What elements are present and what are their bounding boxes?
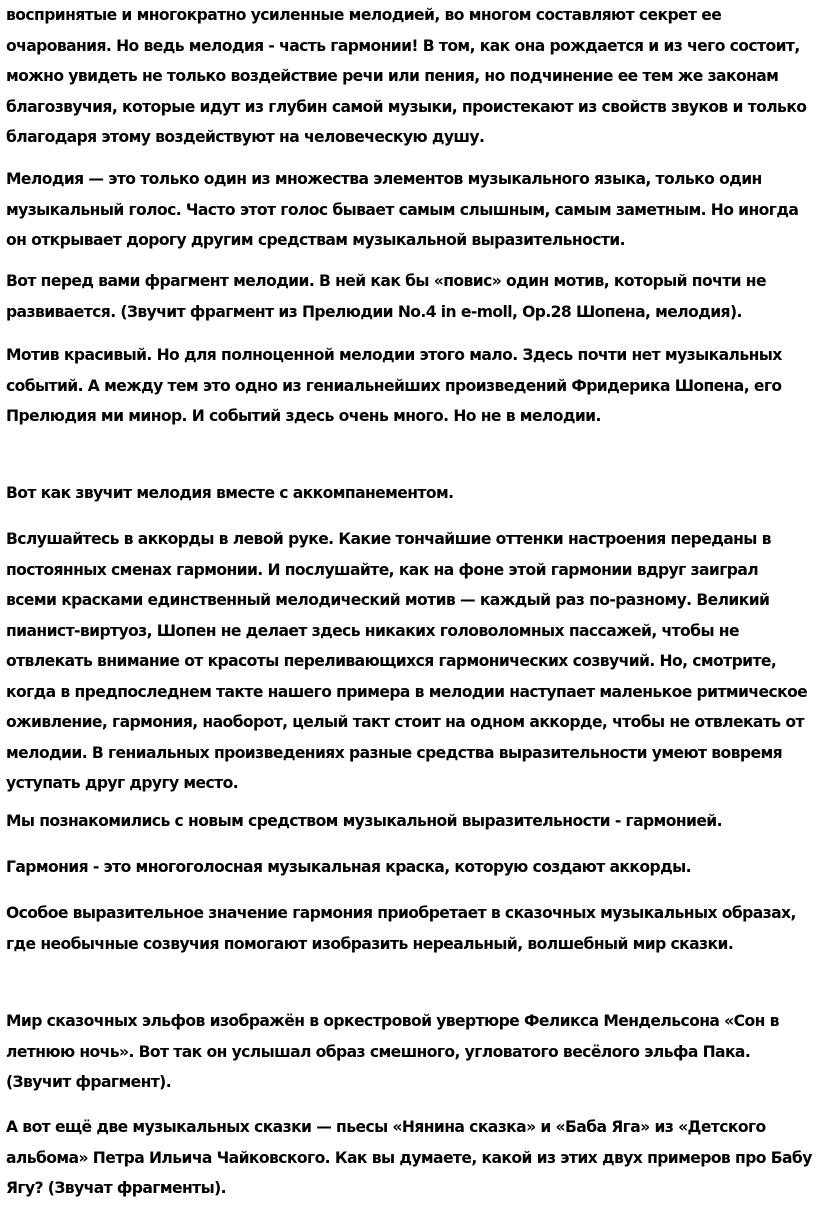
paragraph-tchaikovsky: А вот ещё две музыкальных сказки — пьесы «Нянина сказка» и «Баба Яга» из «Детского альбома» Петра Ильича Чайковского. Как вы думаете, какой из этих двух примеров про Бабу Ягу? (Звучат фрагменты).: [6, 1118, 812, 1197]
paragraph-mendelssohn: Мир сказочных эльфов изображён в оркестровой увертюре Феликса Мендельсона «Сон в летнюю ночь». Вот так он услышал образ смешного, угловатого весёлого эльфа Пака. (Звучит фрагмент).: [6, 1012, 779, 1091]
paragraph-harmony-definition: Гармония - это многоголосная музыкальная краска, которую создают аккорды.: [6, 858, 691, 876]
paragraph-melody-fragment: Вот перед вами фрагмент мелодии. В ней как бы «повис» один мотив, который почти не развивается. (Звучит фрагмент из Прелюдии No.4 in e-moll, Op.28 Шопена, мелодия).: [6, 272, 766, 321]
paragraph-melody-charm: воспринятые и многократно усиленные мелодией, во многом составляют секрет ее очарования. Но ведь мелодия - часть гармонии! В том, как она рождается и из чего состоит, можно увидеть не только воздействие речи или пения, но подчинение ее тем же законам благозвучия, которые идут из глубин самой музыки, проистекают из свойств звуков и только благодаря этому воздействуют на человеческую душу.: [6, 6, 807, 146]
paragraph-accompaniment: Вот как звучит мелодия вместе с аккомпанементом.: [6, 484, 454, 502]
paragraph-harmony-intro: Мы познакомились с новым средством музыкальной выразительности - гармонией.: [6, 812, 722, 830]
paragraph-fairy-tale-harmony: Особое выразительное значение гармония приобретает в сказочных музыкальных образах, где необычные созвучия помогают изобразить нереальный, волшебный мир сказки.: [6, 904, 796, 953]
paragraph-melody-element: Мелодия — это только один из множества элементов музыкального языка, только один музыкальный голос. Часто этот голос бывает самым слышным, самым заметным. Но иногда он открывает дорогу другим средствам музыкальной выразительности.: [6, 170, 799, 249]
paragraph-chopin-prelude: Мотив красивый. Но для полноценной мелодии этого мало. Здесь почти нет музыкальных событий. А между тем это одно из гениальнейших произведений Фридерика Шопена, его Прелюдия ми минор. И событий здесь очень много. Но не в мелодии.: [6, 346, 782, 425]
paragraph-left-hand-chords: Вслушайтесь в аккорды в левой руке. Какие тончайшие оттенки настроения переданы в постоянных сменах гармонии. И послушайте, как на фоне этой гармонии вдруг заиграл всеми красками единственный мелодический мотив — каждый раз по-разному. Великий пианист-виртуоз, Шопен не делает здесь никаких головоломных пассажей, чтобы не отвлекать внимание от красоты переливающихся гармонических созвучий. Но, смотрите, когда в предпоследнем такте нашего примера в мелодии наступает маленькое ритмическое оживление, гармония, наоборот, целый такт стоит на одном аккорде, чтобы не отвлекать от мелодии. В гениальных произведениях разные средства выразительности умеют вовремя уступать друг другу место.: [6, 530, 808, 792]
